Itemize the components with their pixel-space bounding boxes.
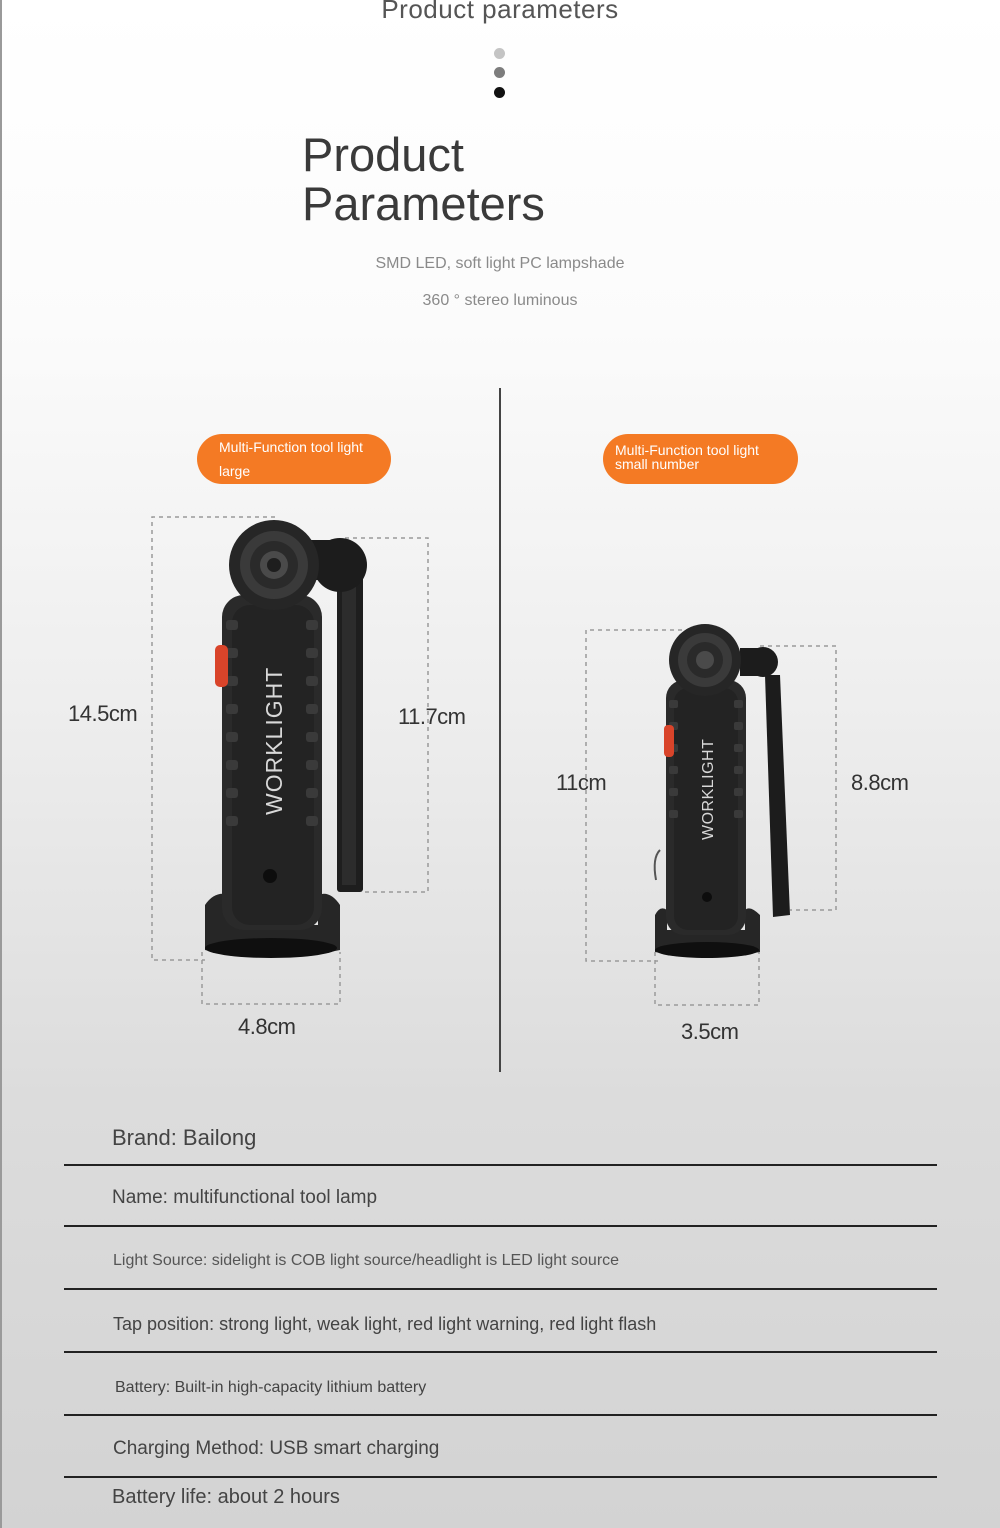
spec-brand: Brand: Bailong: [112, 1125, 257, 1150]
badge-large-line2: large: [219, 463, 251, 479]
badge-small-line2: small number: [615, 456, 700, 472]
small-width-label: 3.5cm: [681, 1019, 739, 1044]
page-title-line1: Product: [302, 128, 464, 181]
spec-light-source: Light Source: sidelight is COB light source/headlight is LED light source: [113, 1252, 620, 1269]
spec-charging: Charging Method: USB smart charging: [113, 1438, 440, 1459]
spec-divider: [64, 1351, 937, 1353]
spec-battery-life: Battery life: about 2 hours: [112, 1486, 340, 1508]
large-arm-height-label: 11.7cm: [398, 704, 466, 729]
large-width-label: 4.8cm: [238, 1014, 296, 1039]
page-title-line2: Parameters: [302, 177, 545, 230]
spec-name: Name: multifunctional tool lamp: [112, 1187, 378, 1208]
spec-tap-position: Tap position: strong light, weak light, red light warning, red light flash: [113, 1314, 657, 1334]
spec-divider: [64, 1476, 937, 1478]
spec-divider: [64, 1414, 937, 1416]
subtitle-luminous: 360 ° stereo luminous: [422, 292, 578, 309]
spec-divider: [64, 1288, 937, 1290]
subtitle-material: SMD LED, soft light PC lampshade: [375, 255, 625, 272]
worklight-large-label: WORKLIGHT: [261, 666, 287, 815]
section-heading: Product parameters: [381, 0, 619, 24]
worklight-small-label: WORKLIGHT: [700, 738, 717, 840]
badge-small-line1: Multi-Function tool light: [615, 442, 759, 458]
spec-battery: Battery: Built-in high-capacity lithium battery: [115, 1379, 427, 1396]
spec-divider: [64, 1225, 937, 1227]
small-arm-height-label: 8.8cm: [851, 770, 909, 795]
badge-large-line1: Multi-Function tool light: [219, 439, 363, 455]
small-height-label: 11cm: [556, 770, 607, 795]
spec-divider: [64, 1164, 937, 1166]
large-height-label: 14.5cm: [68, 701, 138, 726]
